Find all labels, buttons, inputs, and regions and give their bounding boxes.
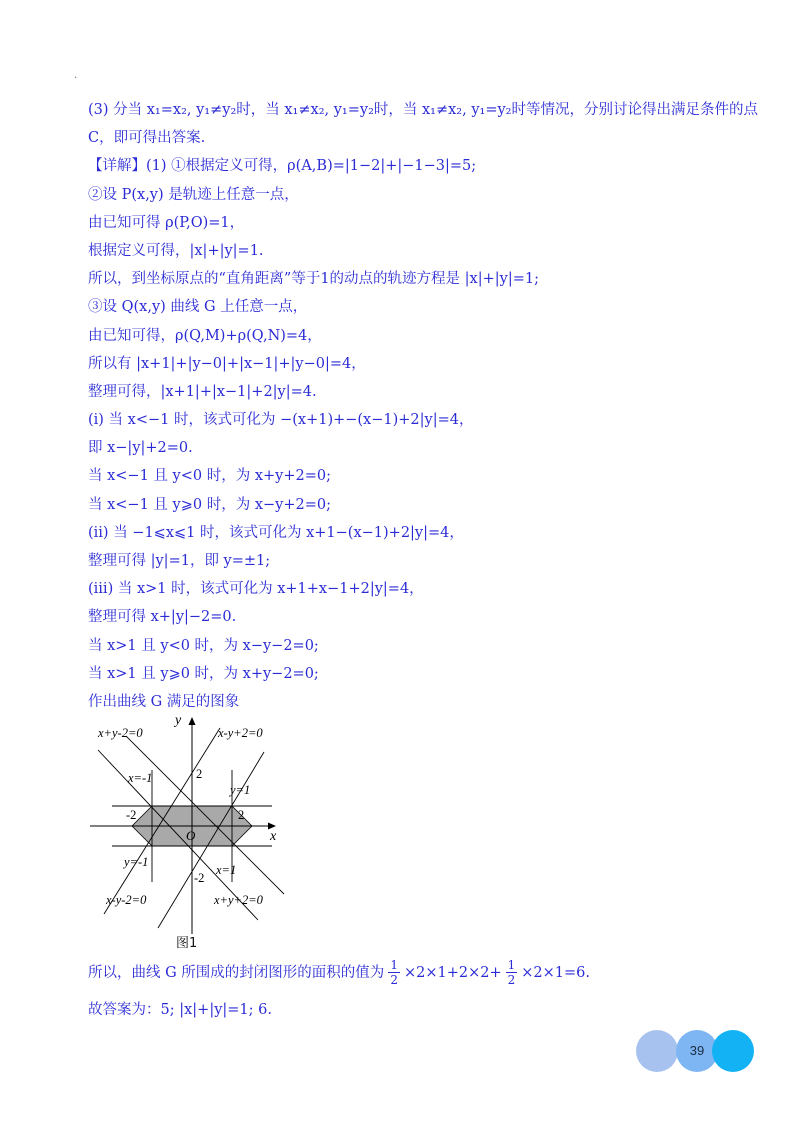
- figure-caption: 图1: [176, 936, 198, 951]
- text-line-17: 整理可得 |y|=1，即 y=±1;: [88, 553, 271, 569]
- label-2-top: 2: [196, 767, 203, 781]
- final-answer: 故答案为：5; |x|+|y|=1; 6.: [88, 1002, 272, 1018]
- text-line-12: (ⅰ) 当 x<−1 时，该式可化为 −(x+1)+−(x−1)+2|y|=4，: [88, 412, 474, 429]
- fraction-one-half-2: [506, 958, 518, 987]
- text-line-13: 即 x−|y|+2=0.: [88, 440, 193, 457]
- frac2-num: 1: [507, 958, 516, 972]
- text-line-22: 作出曲线 G 满足的图象: [88, 693, 240, 710]
- label-eq-xm1: x=-1: [128, 771, 153, 785]
- label-eq-br: x+y+2=0: [214, 893, 263, 907]
- text-line-2: C，即可得出答案.: [88, 130, 206, 147]
- area-conclusion: [88, 958, 590, 987]
- conclusion-prefix: 所以，曲线 G 所围成的封闭图形的面积的值为: [88, 964, 385, 981]
- page-dot: .: [74, 70, 78, 81]
- text-line-1: (3) 分当 x₁=x₂, y₁≠y₂时，当 x₁≠x₂, y₁=y₂时，当 x₁≠x₂, y₁=y₂时等情况，分别讨论得出满足条件的点: [88, 102, 758, 118]
- label-2-right: 2: [238, 808, 245, 822]
- frac2-den: 2: [507, 973, 516, 987]
- text-line-18: (ⅲ) 当 x>1 时，该式可化为 x+1+x−1+2|y|=4，: [88, 581, 424, 598]
- conclusion-mid: ×2×1+2×2+: [403, 964, 502, 981]
- label-m2-left: -2: [126, 808, 137, 822]
- label-origin: O: [186, 828, 196, 843]
- text-line-8: ③设 Q(x,y) 曲线 G 上任意一点，: [88, 299, 308, 316]
- label-eq-bl: x-y-2=0: [106, 893, 147, 907]
- text-line-6: 根据定义可得，|x|+|y|=1.: [88, 242, 264, 259]
- label-eq-ym1: y=-1: [124, 855, 149, 869]
- solution-text: [88, 96, 758, 716]
- page-number-badge: [636, 1030, 756, 1074]
- text-line-9: 由已知可得，ρ(Q,M)+ρ(Q,N)=4，: [88, 327, 322, 344]
- text-line-4: ②设 P(x,y) 是轨迹上任意一点，: [88, 186, 299, 203]
- curve-figure: [88, 706, 288, 958]
- text-line-21: 当 x>1 且 y⩾0 时，为 x+y−2=0;: [88, 665, 319, 682]
- label-m2-bottom: -2: [194, 871, 205, 885]
- curve-figure-svg: [88, 706, 288, 936]
- text-line-10: 所以有 |x+1|+|y−0|+|x−1|+|y−0|=4，: [88, 355, 366, 372]
- label-eq-x1: x=1: [216, 863, 237, 877]
- text-line-20: 当 x>1 且 y<0 时，为 x−y−2=0;: [88, 637, 319, 654]
- text-line-15: 当 x<−1 且 y⩾0 时，为 x−y+2=0;: [88, 496, 331, 513]
- page-number: 39: [689, 1043, 705, 1058]
- label-y: y: [175, 713, 182, 728]
- text-line-14: 当 x<−1 且 y<0 时，为 x+y+2=0;: [88, 468, 331, 485]
- text-line-7: 所以，到坐标原点的“直角距离”等于1的动点的轨迹方程是 |x|+|y|=1;: [88, 271, 539, 288]
- badge-circle-right: [712, 1030, 754, 1072]
- fraction-one-half-1: [388, 958, 400, 987]
- text-line-3: 【详解】(1) ①根据定义可得，ρ(A,B)=|1−2|+|−1−3|=5;: [88, 158, 477, 175]
- badge-circle-left: [636, 1030, 678, 1072]
- text-line-11: 整理可得，|x+1|+|x−1|+2|y|=4.: [88, 383, 317, 400]
- y-axis-arrow: [189, 717, 196, 725]
- conclusion-suffix: ×2×1=6.: [521, 964, 590, 981]
- frac1-den: 2: [390, 973, 398, 987]
- label-eq-tl: x+y-2=0: [98, 726, 143, 740]
- text-line-16: (ⅱ) 当 −1⩽x⩽1 时，该式可化为 x+1−(x−1)+2|y|=4，: [88, 524, 464, 541]
- text-line-5: 由已知可得 ρ(P,O)=1，: [88, 214, 245, 231]
- label-eq-tr: x-y+2=0: [218, 726, 263, 740]
- label-x: x: [270, 829, 277, 844]
- label-eq-y1: y=1: [230, 783, 251, 797]
- frac1-num: 1: [390, 958, 398, 972]
- text-line-19: 整理可得 x+|y|−2=0.: [88, 609, 237, 626]
